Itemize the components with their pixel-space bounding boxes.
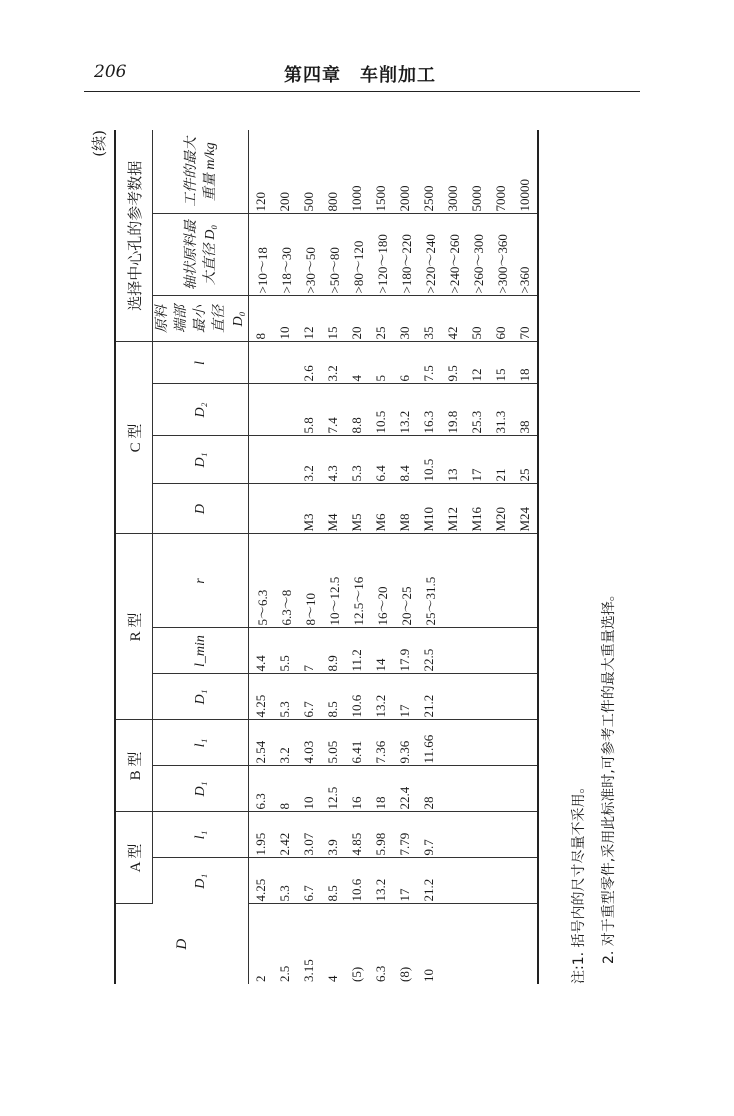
table-cell: 50 [465,296,489,342]
rotated-table-block [88,130,633,984]
table-cell: 7.36 [369,720,393,766]
table-cell [489,858,513,904]
table-cell: 13 [441,436,465,484]
table-cell [513,674,538,720]
table-cell: 5.8 [297,384,321,436]
table-cell: 28 [417,766,441,812]
table-cell: 120 [249,130,274,214]
table-cell: M8 [393,484,417,534]
table-cell [489,720,513,766]
table-cell: 25～31.5 [417,534,441,628]
header-c-d: D [153,484,249,534]
table-cell: 4 [325,975,340,982]
table-cell: 13.2 [369,674,393,720]
table-cell: 2.5 [277,965,292,982]
table-cell: 5000 [465,130,489,214]
table-cell [441,766,465,812]
table-cell: 8.8 [345,384,369,436]
table-cell: 6.3 [249,766,274,812]
header-d: D [173,938,190,950]
table-cell: 500 [297,130,321,214]
table-cell [489,766,513,812]
table-cell: 3.07 [297,812,321,858]
table-cell: >300～360 [489,214,513,296]
table-cell: 5～6.3 [249,534,274,628]
table-cell: 10 [297,766,321,812]
table-cell [513,628,538,674]
table-cell: 6.3 [373,965,388,982]
table-cell: 2.6 [297,342,321,384]
center-hole-table [114,130,539,984]
header-type-a: A 型 [115,812,153,904]
table-cell [465,766,489,812]
table-cell [273,484,297,534]
table-cell: M6 [369,484,393,534]
table-cell [441,904,465,984]
table-cell: 6.7 [297,674,321,720]
table-cell: 70 [513,296,538,342]
table-cell: 21 [489,436,513,484]
table-cell: 3.15 [301,959,316,982]
table-cell [273,384,297,436]
table-cell: 200 [273,130,297,214]
table-cell: 3.2 [297,436,321,484]
table-cell: 22.5 [417,628,441,674]
table-cell [489,628,513,674]
table-cell [249,342,274,384]
header-rule [84,91,640,92]
table-cell: 10.6 [345,858,369,904]
table-cell: 10 [421,969,436,982]
header-type-r: R 型 [115,534,153,720]
table-cell [465,628,489,674]
table-cell: (5) [349,966,364,982]
chapter-title: 第四章 车削加工 [284,65,436,86]
table-cell [489,534,513,628]
table-row [297,130,321,984]
table-cell: 1.95 [249,812,274,858]
table-cell [513,720,538,766]
table-cell: >18～30 [273,214,297,296]
table-cell: M12 [441,484,465,534]
table-cell: 31.3 [489,384,513,436]
table-cell: 3.2 [273,720,297,766]
table-cell: (8) [397,966,412,982]
table-cell [249,484,274,534]
header-a-l1: l₁ [153,812,249,858]
header-b-d1: D₁ [153,766,249,812]
table-cell: 2500 [417,130,441,214]
table-cell: 7 [297,628,321,674]
table-cell: 16～20 [369,534,393,628]
table-cell: 2.42 [273,812,297,858]
table-cell: >30～50 [297,214,321,296]
table-cell: 60 [489,296,513,342]
header-c-d2: D₂ [153,384,249,436]
table-cell: 4.25 [249,674,274,720]
table-cell: M24 [513,484,538,534]
table-cell: M20 [489,484,513,534]
continued-label: (续) [90,130,108,157]
table-cell: 25.3 [465,384,489,436]
table-cell [513,904,538,984]
table-cell: 6.7 [297,858,321,904]
table-cell: 18 [369,766,393,812]
table-cell: 22.4 [393,766,417,812]
table-cell [465,904,489,984]
table-cell: 15 [321,296,345,342]
header-max-shaft-diameter: 轴状原料最大直径 D₀ [153,214,249,296]
table-cell: >50～80 [321,214,345,296]
table-notes [564,587,624,984]
table-cell: 8.5 [321,858,345,904]
table-row [441,130,465,984]
table-cell: 19.8 [441,384,465,436]
table-row [273,130,297,984]
table-cell: 9.36 [393,720,417,766]
table-cell: 25 [513,436,538,484]
table-cell [249,384,274,436]
table-cell: 4 [345,342,369,384]
table-cell: 2 [253,975,268,982]
header-r-r: r [153,534,249,628]
table-body [249,130,539,984]
table-row [369,130,393,984]
table-cell: 13.2 [393,384,417,436]
table-cell: 4.3 [321,436,345,484]
table-cell: 4.85 [345,812,369,858]
table-cell [513,766,538,812]
table-cell: >260～300 [465,214,489,296]
table-cell: 10.6 [345,674,369,720]
table-cell: M5 [345,484,369,534]
table-cell: 5.3 [345,436,369,484]
table-cell: 12.5 [321,766,345,812]
table-cell: 17.9 [393,628,417,674]
table-cell: 9.5 [441,342,465,384]
table-cell: 8.5 [321,674,345,720]
table-cell [441,628,465,674]
table-cell [465,534,489,628]
table-cell: 1500 [369,130,393,214]
table-row [489,130,513,984]
table-cell: 8 [273,766,297,812]
table-cell: 10.5 [417,436,441,484]
table-row [393,130,417,984]
table-cell: 7000 [489,130,513,214]
table-cell: 5.3 [273,858,297,904]
table-cell: 2000 [393,130,417,214]
table-cell [489,904,513,984]
header-b-l1: l₁ [153,720,249,766]
table-row [513,130,538,984]
table-cell [249,436,274,484]
table-cell: 7.4 [321,384,345,436]
header-r-d1: D₁ [153,674,249,720]
table-cell: M4 [321,484,345,534]
table-cell: 6.41 [345,720,369,766]
table-cell: 4.03 [297,720,321,766]
table-cell: 7.79 [393,812,417,858]
table-cell: >240～260 [441,214,465,296]
table-cell: 42 [441,296,465,342]
table-cell [465,812,489,858]
header-c-d1: D₁ [153,436,249,484]
table-cell: 17 [393,858,417,904]
header-max-workpiece-mass: 工件的最大重量 m/kg [153,130,249,214]
table-cell: 10 [273,296,297,342]
table-cell: >10～18 [249,214,274,296]
table-cell: 8～10 [297,534,321,628]
header-type-b: B 型 [115,720,153,812]
table-cell: M16 [465,484,489,534]
table-row [417,130,441,984]
table-cell: 30 [393,296,417,342]
table-cell: 8.4 [393,436,417,484]
table-cell: 3000 [441,130,465,214]
header-type-c: C 型 [115,342,153,534]
table-cell: 5.5 [273,628,297,674]
table-cell: 2.54 [249,720,274,766]
table-cell: >220～240 [417,214,441,296]
header-a-d1: D₁ [192,873,208,889]
table-cell: 7.5 [417,342,441,384]
table-cell [273,436,297,484]
table-cell: >180～220 [393,214,417,296]
table-cell: 10～12.5 [321,534,345,628]
note-1: 注:1. 括号内的尺寸尽量不采用。 [571,779,587,984]
table-cell: >120～180 [369,214,393,296]
table-cell: 35 [417,296,441,342]
table-cell [465,858,489,904]
table-cell [441,720,465,766]
table-cell: 8 [249,296,274,342]
table-cell: 8.9 [321,628,345,674]
table-cell: 14 [369,628,393,674]
table-cell: 3.9 [321,812,345,858]
table-row [321,130,345,984]
table-cell [441,858,465,904]
table-cell: 15 [489,342,513,384]
table-cell: 12 [297,296,321,342]
table-row [249,130,274,984]
table-cell [513,534,538,628]
table-cell: 12 [465,342,489,384]
header-r-lmin: l_min [153,628,249,674]
table-cell: 11.2 [345,628,369,674]
table-cell [513,812,538,858]
page-number: 206 [94,62,127,82]
table-cell: 1000 [345,130,369,214]
table-cell: 10000 [513,130,538,214]
header-selection-data: 选择中心孔的参考数据 [115,130,153,342]
table-cell: 5.3 [273,674,297,720]
table-cell: 38 [513,384,538,436]
table-cell: 18 [513,342,538,384]
table-cell [489,812,513,858]
table-cell [441,674,465,720]
header-c-l: l [153,342,249,384]
table-cell [465,720,489,766]
table-cell: 20 [345,296,369,342]
page-header [84,62,646,88]
table-cell: 21.2 [417,858,441,904]
table-cell: 16 [345,766,369,812]
table-cell [441,812,465,858]
table-cell: 5 [369,342,393,384]
table-cell: 17 [465,436,489,484]
table-cell: 11.66 [417,720,441,766]
table-cell: >360 [513,214,538,296]
table-cell: 13.2 [369,858,393,904]
table-cell [465,674,489,720]
table-cell: 5.05 [321,720,345,766]
table-cell [273,342,297,384]
note-2: 2. 对于重型零件,采用此标准时,可参考工件的最大重量选择。 [601,587,617,964]
table-cell: 3.2 [321,342,345,384]
table-cell: 25 [369,296,393,342]
table-cell: 6.3～8 [273,534,297,628]
table-cell: 6.4 [369,436,393,484]
table-cell: M10 [417,484,441,534]
table-cell: 17 [393,674,417,720]
table-cell: M3 [297,484,321,534]
table-cell: 16.3 [417,384,441,436]
table-cell: 21.2 [417,674,441,720]
table-cell: 4.25 [249,858,274,904]
table-cell: 20～25 [393,534,417,628]
table-cell: 12.5～16 [345,534,369,628]
table-cell: 6 [393,342,417,384]
table-row [345,130,369,984]
table-row [465,130,489,984]
header-min-stock-diameter: 原料端部最小直径 D₀ [153,296,249,342]
table-cell: 5.98 [369,812,393,858]
table-cell: 800 [321,130,345,214]
table-cell [441,534,465,628]
table-cell [489,674,513,720]
table-cell: 9.7 [417,812,441,858]
table-cell: 4.4 [249,628,274,674]
table-cell: 10.5 [369,384,393,436]
table-cell [513,858,538,904]
table-cell: >80～120 [345,214,369,296]
